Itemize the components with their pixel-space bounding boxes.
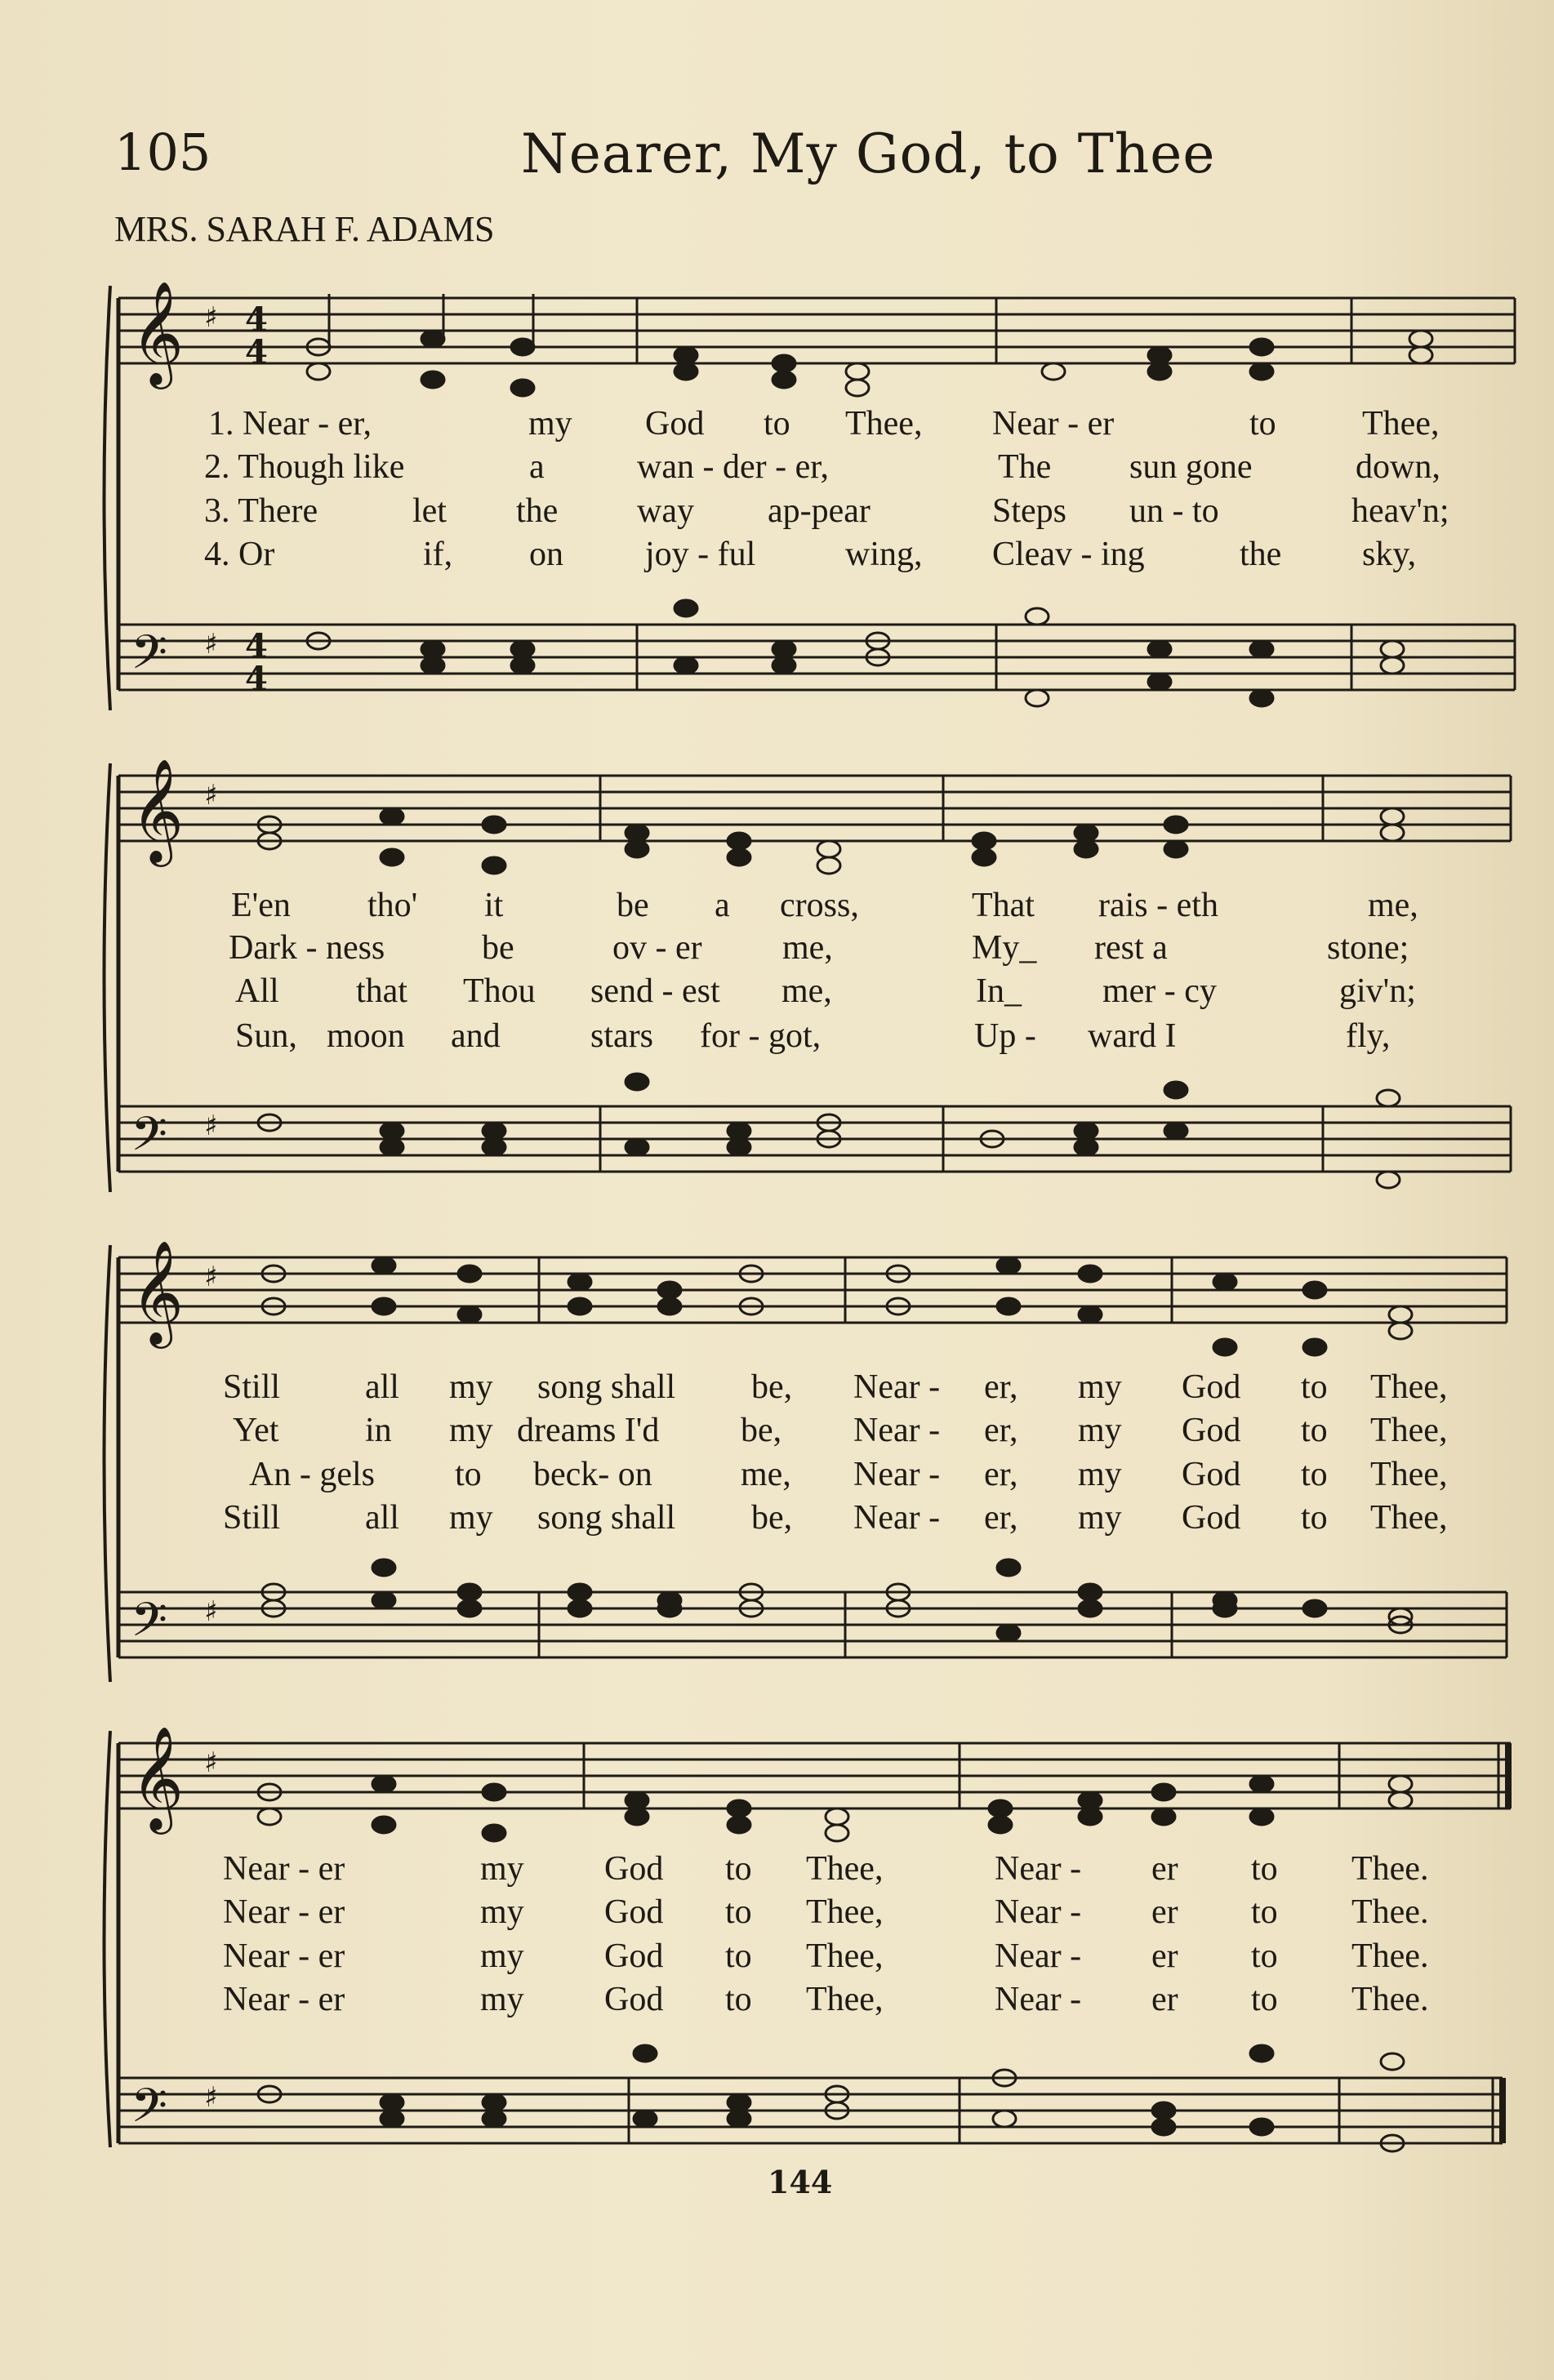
svg-text:♯: ♯ <box>204 779 218 812</box>
lyric: the <box>1240 536 1282 573</box>
lyric: Near - er <box>223 1893 345 1931</box>
lyric: 2. Though like <box>204 448 405 486</box>
lyric: song shall <box>537 1499 676 1537</box>
lyric: God <box>604 1937 664 1975</box>
lyric: my <box>449 1412 493 1449</box>
lyric: to <box>1251 1981 1278 2018</box>
lyric: to <box>725 1981 752 2018</box>
lyric: ward I <box>1088 1017 1177 1055</box>
lyric: down, <box>1356 448 1440 486</box>
lyric: to <box>1251 1937 1278 1975</box>
lyric: God <box>1182 1368 1241 1406</box>
verse-1-line <box>0 1849 1554 1890</box>
lyric: my <box>449 1499 493 1537</box>
lyric: the <box>516 492 559 530</box>
lyric: stars <box>590 1017 653 1055</box>
svg-text:𝄢: 𝄢 <box>131 2078 168 2145</box>
lyric: er, <box>984 1412 1018 1449</box>
lyric: be, <box>751 1368 793 1406</box>
svg-text:♯: ♯ <box>204 1110 218 1142</box>
lyric: un - to <box>1129 492 1219 530</box>
lyric: sky, <box>1362 536 1417 573</box>
lyric: song shall <box>537 1368 676 1406</box>
lyric: sun gone <box>1129 448 1253 486</box>
lyric: Thee, <box>1370 1456 1448 1493</box>
lyric: Near - <box>853 1368 941 1406</box>
lyric: Still <box>223 1499 281 1537</box>
hymn-number: 105 <box>114 122 212 182</box>
lyric: let <box>412 492 447 530</box>
lyric: That <box>972 887 1035 924</box>
lyric: Thee, <box>1370 1368 1448 1406</box>
verse-3-line <box>0 1455 1554 1496</box>
lyric: to <box>764 405 790 443</box>
lyric: on <box>529 536 563 573</box>
lyric: Near - <box>853 1456 941 1493</box>
lyric: to <box>1301 1412 1328 1449</box>
lyric: joy - ful <box>645 536 756 573</box>
lyric: rais - eth <box>1098 887 1218 924</box>
lyric: The <box>998 448 1052 486</box>
lyric: moon <box>327 1017 405 1055</box>
lyric: giv'n; <box>1339 972 1416 1010</box>
lyric: Up - <box>974 1017 1036 1055</box>
lyric: to <box>725 1937 752 1975</box>
svg-text:4: 4 <box>245 660 268 698</box>
lyric: and <box>451 1017 501 1055</box>
lyric: 4. Or <box>204 536 275 573</box>
lyric: a <box>715 887 730 924</box>
lyric: Thee, <box>845 405 923 443</box>
lyric: my <box>528 405 572 443</box>
lyric: er <box>1151 1937 1178 1975</box>
lyric: Thee. <box>1351 1981 1429 2018</box>
lyric: Near - <box>995 1981 1082 2018</box>
lyric: in <box>365 1412 392 1449</box>
lyric: stone; <box>1327 929 1409 967</box>
svg-text:♯: ♯ <box>204 1595 218 1628</box>
lyric: Thee, <box>806 1981 884 2018</box>
lyric: Thee. <box>1351 1893 1429 1931</box>
lyric: Dark - ness <box>229 929 385 967</box>
lyric: All <box>235 972 279 1010</box>
lyric: In_ <box>976 972 1022 1010</box>
lyric: Near - er <box>223 1937 345 1975</box>
lyric: Yet <box>233 1412 279 1449</box>
lyric: wan - der - er, <box>637 448 830 486</box>
lyric: it <box>484 887 504 924</box>
lyric: way <box>637 492 694 530</box>
lyric: to <box>725 1893 752 1931</box>
lyric: Sun, <box>235 1017 297 1055</box>
verse-2-line <box>0 1893 1554 1933</box>
svg-text:4: 4 <box>245 333 268 371</box>
lyric: God <box>604 1850 664 1888</box>
lyric: God <box>604 1981 664 2018</box>
svg-text:𝄞: 𝄞 <box>131 280 185 385</box>
lyric: er <box>1151 1893 1178 1931</box>
lyric: my <box>1078 1499 1122 1537</box>
lyric: ap-pear <box>768 492 871 530</box>
lyric: to <box>1301 1499 1328 1537</box>
lyric: be <box>617 887 649 924</box>
svg-text:4: 4 <box>245 300 268 339</box>
lyric: my <box>1078 1456 1122 1493</box>
music-system-1 <box>0 269 1554 743</box>
music-system-4 <box>0 1715 1554 2155</box>
svg-text:♯: ♯ <box>204 301 218 334</box>
svg-text:𝄞: 𝄞 <box>131 758 185 862</box>
verse-4-line <box>0 535 1554 576</box>
author-credit: MRS. SARAH F. ADAMS <box>114 209 495 249</box>
verse-3-line <box>0 492 1554 532</box>
lyric: fly, <box>1346 1017 1391 1055</box>
lyric: Thee, <box>806 1850 884 1888</box>
verse-3-line <box>0 1937 1554 1977</box>
lyric: Thee, <box>1370 1412 1448 1449</box>
lyric: Thee, <box>1370 1499 1448 1537</box>
verse-1-line <box>0 404 1554 445</box>
hymn-title: Nearer, My God, to Thee <box>521 122 1216 185</box>
lyric: beck- on <box>533 1456 652 1493</box>
lyric: me, <box>781 972 832 1010</box>
lyric: Steps <box>992 492 1067 530</box>
lyric: cross, <box>780 887 859 924</box>
lyric: be <box>482 929 514 967</box>
lyric: Near - er <box>992 405 1115 443</box>
svg-text:𝄞: 𝄞 <box>131 1725 185 1830</box>
lyric: me, <box>782 929 833 967</box>
lyric: God <box>645 405 705 443</box>
music-system-3 <box>0 1229 1554 1702</box>
lyric: to <box>455 1456 482 1493</box>
lyric: my <box>449 1368 493 1406</box>
lyric: God <box>1182 1412 1241 1449</box>
lyric: Near - <box>995 1937 1082 1975</box>
lyric: all <box>365 1499 399 1537</box>
lyric: Thee. <box>1351 1937 1429 1975</box>
lyric: Cleav - ing <box>992 536 1145 573</box>
lyric: ov - er <box>612 929 702 967</box>
lyric: Near - <box>853 1412 941 1449</box>
lyric: be, <box>741 1412 782 1449</box>
staff-notation <box>0 1715 1554 2155</box>
lyric: Thee, <box>806 1937 884 1975</box>
verse-2-line <box>0 928 1554 969</box>
svg-text:4: 4 <box>245 627 268 665</box>
lyric: if, <box>423 536 453 573</box>
lyric: God <box>604 1893 664 1931</box>
lyric: mer - cy <box>1102 972 1217 1010</box>
lyric: to <box>1249 405 1276 443</box>
lyric: heav'n; <box>1351 492 1449 530</box>
svg-text:𝄢: 𝄢 <box>131 1106 168 1173</box>
verse-4-line <box>0 1017 1554 1057</box>
lyric: tho' <box>367 887 418 924</box>
lyric: An - gels <box>249 1456 375 1493</box>
lyric: my <box>480 1893 524 1931</box>
lyric: all <box>365 1368 399 1406</box>
lyric: er, <box>984 1456 1018 1493</box>
lyric: me, <box>1368 887 1418 924</box>
lyric: to <box>1251 1893 1278 1931</box>
page-number: 144 <box>768 2164 833 2200</box>
lyric: My_ <box>972 929 1037 967</box>
verse-4-line <box>0 1980 1554 2021</box>
lyric: to <box>1301 1456 1328 1493</box>
lyric: to <box>1251 1850 1278 1888</box>
lyric: a <box>529 448 545 486</box>
lyric: Thee, <box>806 1893 884 1931</box>
svg-text:♯: ♯ <box>204 2081 218 2114</box>
lyric: me, <box>741 1456 791 1493</box>
verse-4-line <box>0 1498 1554 1539</box>
lyric: Near - <box>995 1850 1082 1888</box>
svg-text:♯: ♯ <box>204 628 218 661</box>
lyric: God <box>1182 1499 1241 1537</box>
lyric: er <box>1151 1981 1178 2018</box>
verse-2-line <box>0 447 1554 488</box>
lyric: Thee, <box>1362 405 1440 443</box>
lyric: Thou <box>463 972 536 1010</box>
lyric: my <box>1078 1412 1122 1449</box>
music-system-2 <box>0 747 1554 1212</box>
verse-3-line <box>0 972 1554 1012</box>
lyric: E'en <box>231 887 291 924</box>
lyric: Near - er <box>223 1850 345 1888</box>
lyric: Near - er <box>223 1981 345 2018</box>
lyric: be, <box>751 1499 793 1537</box>
lyric: dreams I'd <box>517 1412 660 1449</box>
lyric: 1. Near - er, <box>208 405 372 443</box>
lyric: er, <box>984 1499 1018 1537</box>
lyric: send - est <box>590 972 720 1010</box>
lyric: God <box>1182 1456 1241 1493</box>
lyric: to <box>725 1850 752 1888</box>
verse-1-line <box>0 1368 1554 1408</box>
lyric: my <box>1078 1368 1122 1406</box>
verse-2-line <box>0 1411 1554 1452</box>
lyric: Near - <box>853 1499 941 1537</box>
lyric: for - got, <box>700 1017 822 1055</box>
lyric: wing, <box>845 536 923 573</box>
lyric: er <box>1151 1850 1178 1888</box>
svg-text:𝄞: 𝄞 <box>131 1239 185 1344</box>
lyric: Near - <box>995 1893 1082 1931</box>
lyric: er, <box>984 1368 1018 1406</box>
lyric: Still <box>223 1368 281 1406</box>
verse-1-line <box>0 886 1554 927</box>
lyric: that <box>356 972 407 1010</box>
svg-text:𝄢: 𝄢 <box>131 625 168 692</box>
lyric: my <box>480 1850 524 1888</box>
lyric: Thee. <box>1351 1850 1429 1888</box>
lyric: my <box>480 1981 524 2018</box>
lyric: my <box>480 1937 524 1975</box>
lyric: rest a <box>1094 929 1168 967</box>
lyric: 3. There <box>204 492 318 530</box>
svg-text:𝄢: 𝄢 <box>131 1592 168 1659</box>
svg-text:♯: ♯ <box>204 1261 218 1293</box>
lyric: to <box>1301 1368 1328 1406</box>
svg-text:♯: ♯ <box>204 1746 218 1779</box>
